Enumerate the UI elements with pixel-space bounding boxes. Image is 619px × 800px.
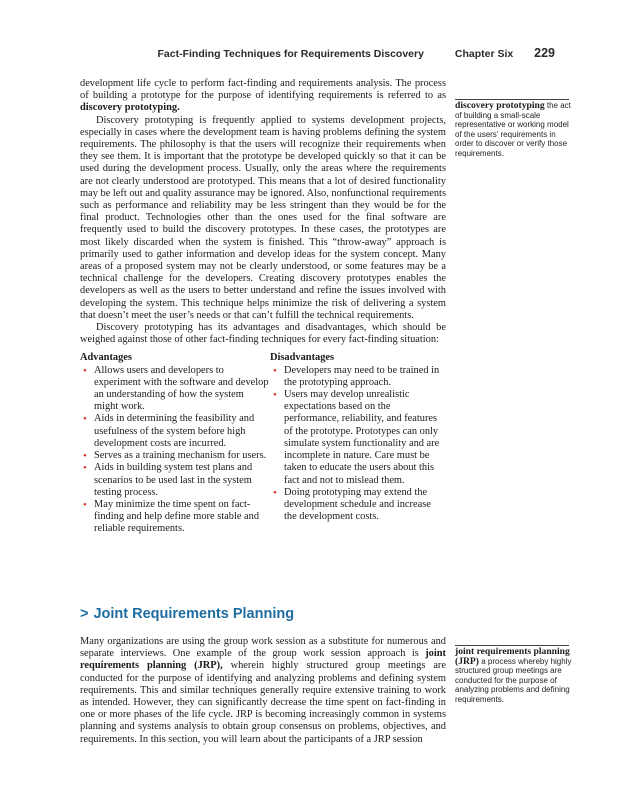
advantages-list bbox=[80, 365, 270, 536]
paragraph-advantages-intro: Discovery prototyping has its advantages and disadvantages, which should be weighed against those of other fact-finding techniques for every fact-finding situation: bbox=[80, 322, 446, 346]
chapter-label: Chapter Six bbox=[454, 48, 514, 60]
page-number: 229 bbox=[534, 46, 555, 60]
paragraph-jrp bbox=[80, 636, 446, 746]
disadvantage-item: • Doing prototyping may extend the development schedule and increase the development costs. bbox=[270, 487, 446, 524]
paragraph-discovery-prototyping: Discovery prototyping is frequently applied to systems development projects, especially in cases where the development team is having problems defining the system requirements. The philosophy is that the users will recognize their requirements when they see them. It is important that the prototype be developed quickly so that it can be used during the development process. Usually, only the areas where the requirements are not clearly understood are prototyped. This means that a lot of desired functionality may be left out and quality assurance may be ignored. Also, nonfunctional requirements such as performance and reliability may be less stringent than they would be for the final product. Technologies other than the ones used for the final software are frequently used to build the discovery prototypes. In these cases, the prototypes are most likely discarded when the system is finished. This “throw-away” approach is primarily used to gather information and develop ideas for the system concept. Many areas of a proposed system may not be clearly understood, or some features may be a technical challenge for the developers. Creating discovery prototypes enables the developers as well as the users to better understand and refine the issues involved with developing the system. This technique helps minimize the risk of delivering a system that doesn’t meet the user’s needs or that can’t fulfill the technical requirements. bbox=[80, 114, 446, 321]
disadvantage-item: • Users may develop unrealistic expectations based on the performance, reliability, and features of the prototype. Prototypes can only simulate system functionality and are incomplete in nature. Care must be taken to educate the users about this fact and not to mislead them. bbox=[270, 389, 446, 487]
intro-text: development life cycle to perform fact-finding and requirements analysis. The process of building a prototype for the purpose of identifying requirements is referred to as bbox=[80, 78, 446, 102]
section-title-text: Joint Requirements Planning bbox=[93, 606, 295, 622]
intro-paragraph bbox=[80, 78, 446, 115]
advantages-heading: Advantages bbox=[80, 352, 132, 364]
running-title: Fact-Finding Techniques for Requirements Discovery bbox=[157, 48, 424, 60]
jrp-key-term: joint requirements planning (JRP), bbox=[80, 648, 446, 672]
disadvantage-item: • Developers may need to be trained in the prototyping approach. bbox=[270, 365, 446, 389]
pros-cons-columns bbox=[80, 352, 446, 535]
disadvantages-heading: Disadvantages bbox=[270, 352, 335, 364]
main-text-column bbox=[80, 78, 446, 536]
margin-note-jrp bbox=[455, 647, 573, 705]
margin-note-term: joint requirements planning (JRP) bbox=[455, 646, 570, 667]
advantage-item: • Aids in building system test plans and scenarios to be used last in the system testing process. bbox=[80, 462, 270, 499]
jrp-text-column bbox=[80, 636, 446, 746]
margin-note-definition: a process whereby highly structured group meetings are conducted for the purpose of analyzing problems and defining requirements. bbox=[455, 656, 572, 704]
running-header bbox=[158, 46, 556, 60]
advantages-column bbox=[80, 352, 270, 535]
section-heading bbox=[80, 606, 294, 622]
advantage-item: • Aids in determining the feasibility and usefulness of the system before high development costs are incurred. bbox=[80, 413, 270, 450]
margin-note-definition: the act of building a small-scale representative or working model of the users’ requirements in order to discover or verify those requirements. bbox=[455, 101, 571, 158]
advantage-item: • May minimize the time spent on fact-finding and help define more stable and reliable requirements. bbox=[80, 499, 270, 536]
jrp-text-b: wherein highly structured group meetings are conducted for the purpose of identifying and analyzing problems and defining system requirements. This and similar techniques generally require extensive training to work as intended. However, they can significantly decrease the time spent on fact-finding in one or more phases of the life cycle. JRP is becoming increasingly common in systems planning and systems analysis to obtain group consensus on problems, objectives, and requirements. In this section, you will learn about the participants of a JRP session bbox=[80, 660, 447, 745]
margin-note-term: discovery prototyping bbox=[455, 100, 545, 111]
margin-note-discovery-prototyping bbox=[455, 101, 573, 159]
section-marker-icon: > bbox=[80, 606, 89, 622]
disadvantages-column bbox=[270, 352, 446, 535]
disadvantages-list bbox=[270, 365, 446, 524]
intro-key-term: discovery prototyping. bbox=[80, 102, 180, 114]
advantage-item: • Serves as a training mechanism for users. bbox=[80, 450, 270, 462]
advantage-item: • Allows users and developers to experiment with the software and develop an understanding of how the system might work. bbox=[80, 365, 270, 414]
jrp-text-a: Many organizations are using the group work session as a substitute for numerous and separate interviews. One example of the group work session approach is bbox=[80, 636, 446, 660]
